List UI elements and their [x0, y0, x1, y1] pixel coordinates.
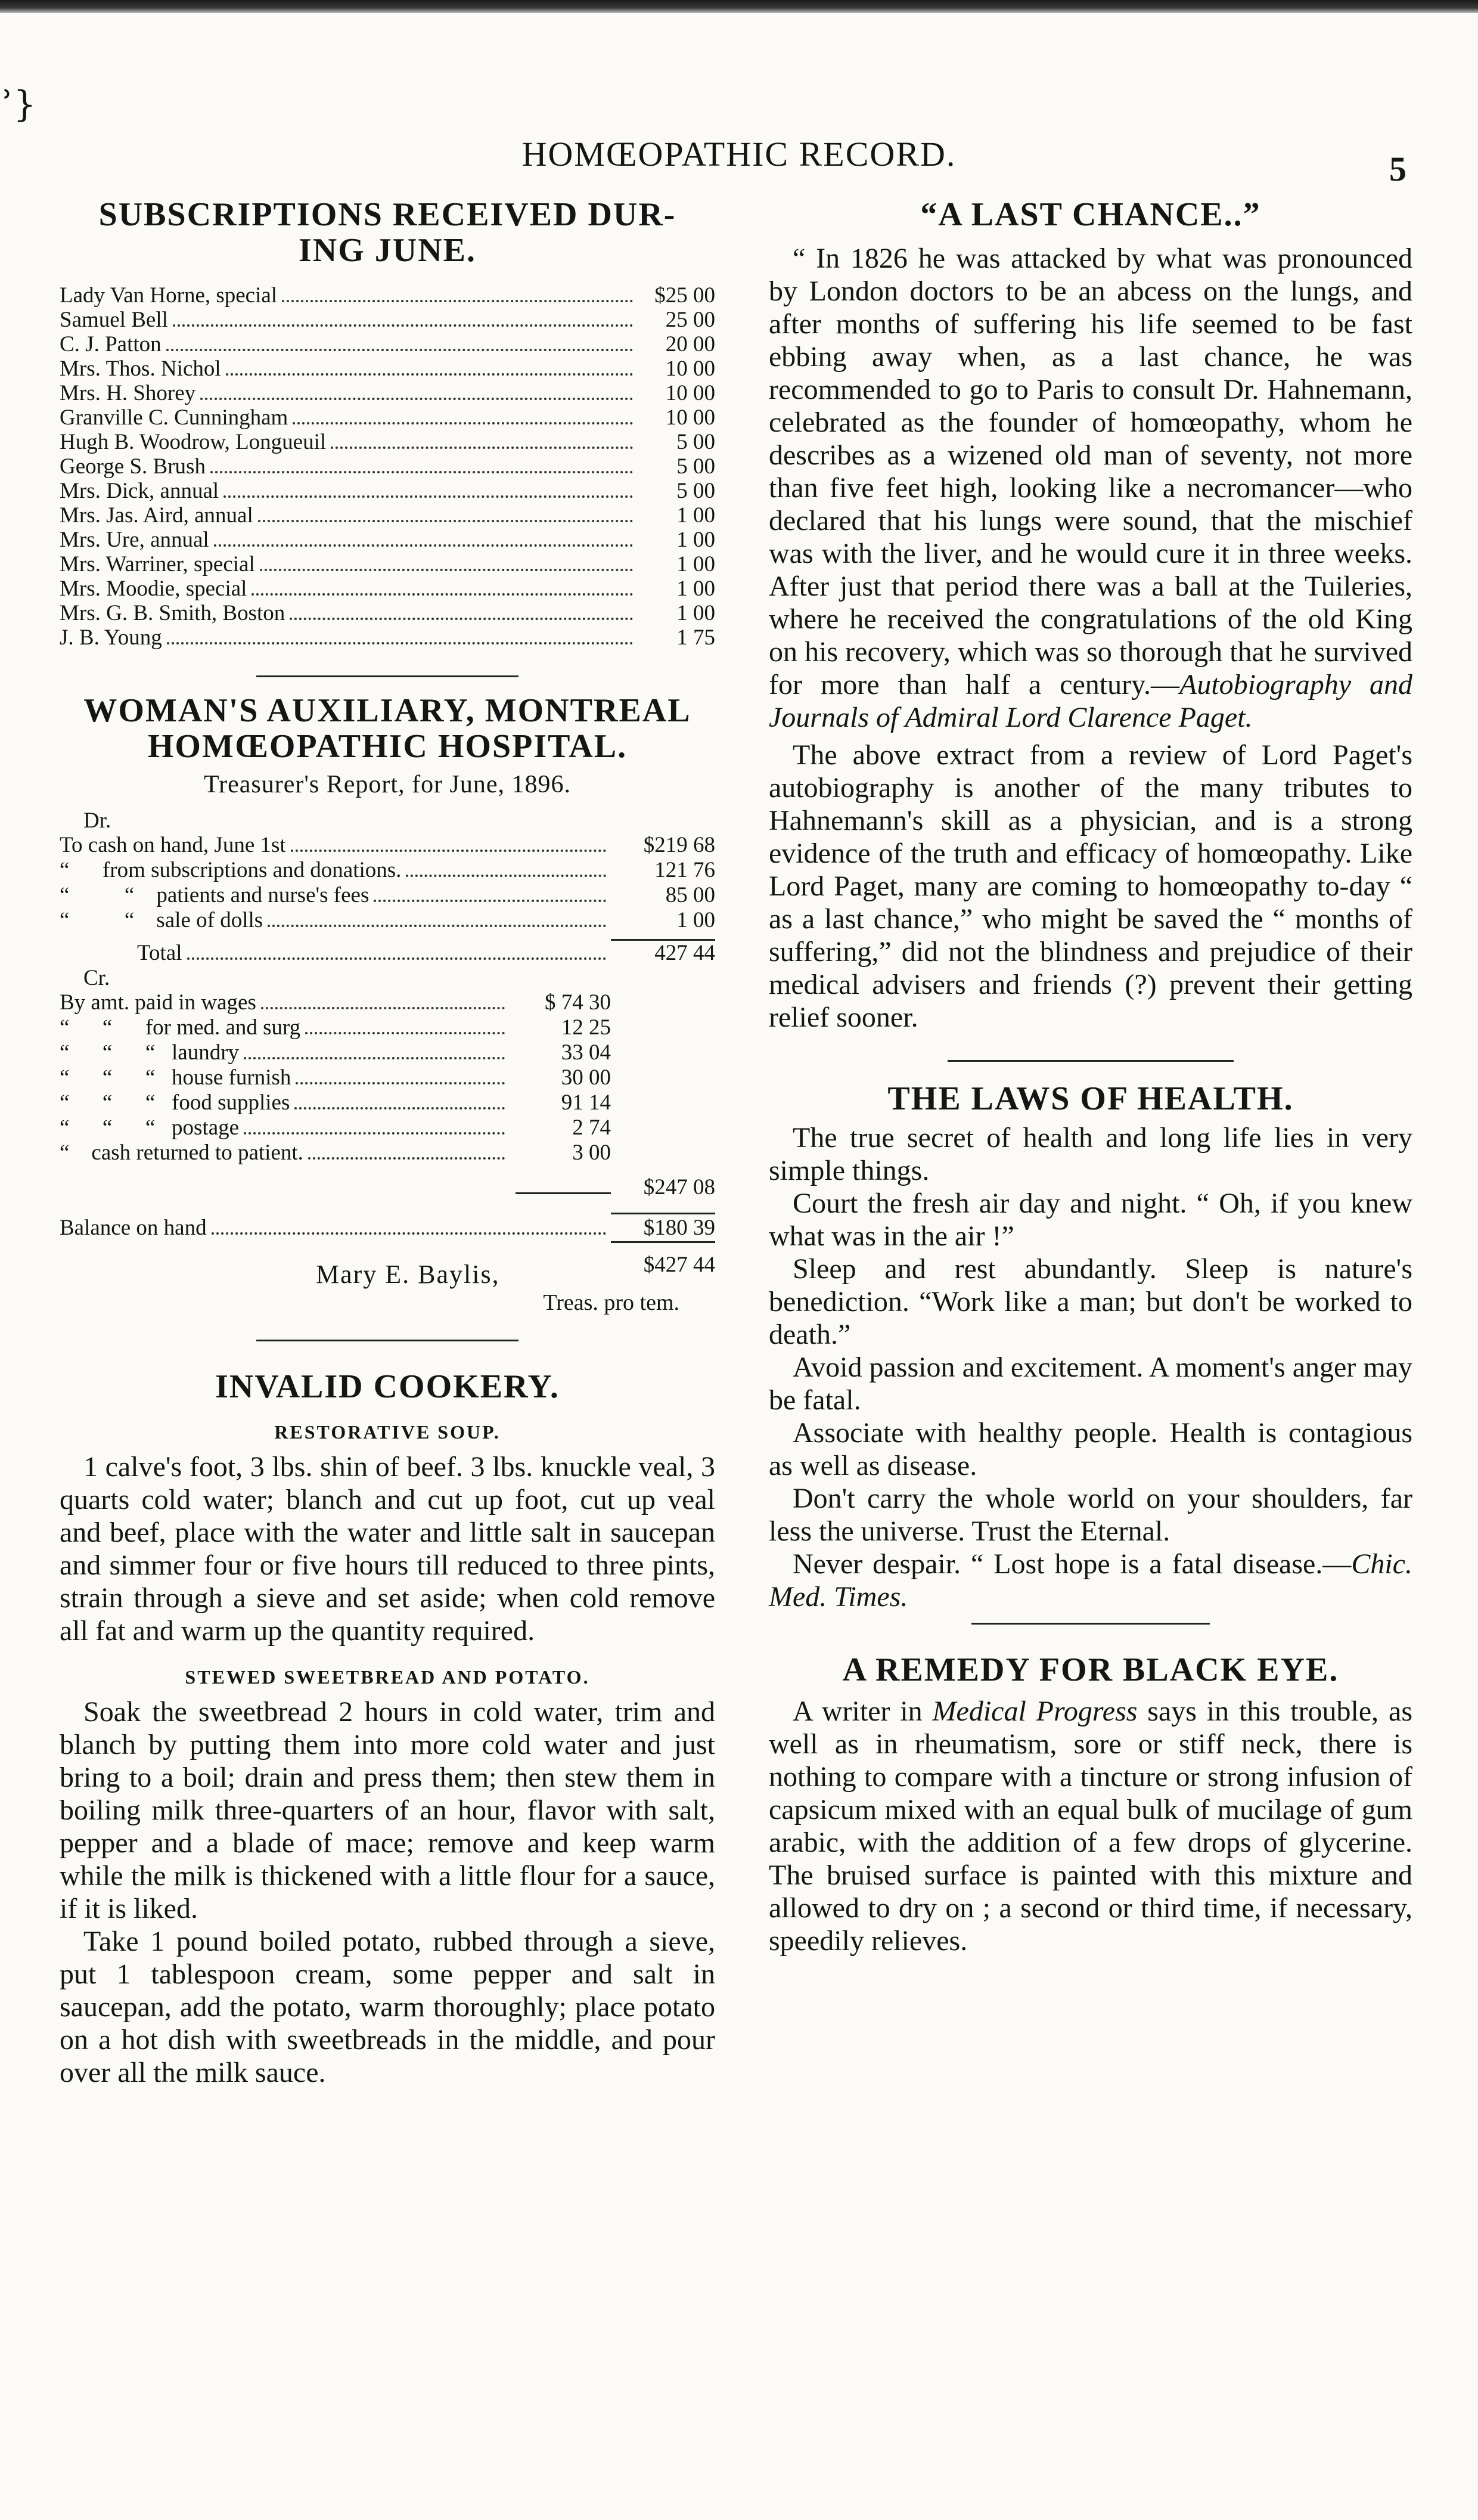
leader-dots — [261, 1007, 505, 1009]
last-chance-paragraph-2: The above extract from a review of Lord Paget's autobiography is another of the many tributes to Hahnemann's skill as a physician, and is a strong evidence of the truth and efficacy of homœopathy. Like Lord Paget, many are coming to homœopathy to-day “ as a last chance,” who might be saved the “ months of suffering,” did not the blindness and prejudice of their medical advisers and friends (?) prevent their getting relief sooner. — [769, 739, 1412, 1033]
subscription-row — [60, 333, 715, 357]
leader-dots — [187, 957, 607, 960]
left-column — [60, 197, 715, 2089]
leader-dots — [223, 495, 633, 498]
credit-label: By amt. paid in wages — [60, 990, 256, 1015]
credit-row — [60, 1040, 715, 1065]
page-number: 5 — [1389, 150, 1406, 188]
laws-paragraph: Court the fresh air day and night. “ Oh, if you knew what was in the air !” — [769, 1188, 1412, 1252]
subscription-row — [60, 504, 715, 528]
debit-amount: 85 00 — [665, 883, 715, 907]
credit-amount: 2 74 — [572, 1115, 611, 1140]
auxiliary-title-line1: WOMAN'S AUXILIARY, MONTREAL — [83, 692, 691, 729]
subscription-amount: 1 00 — [676, 601, 715, 625]
credit-amount: 12 25 — [561, 1015, 611, 1040]
subscriptions-title-line2: ING JUNE. — [298, 232, 477, 269]
leader-dots — [294, 1107, 505, 1109]
subscription-amount: 10 00 — [665, 357, 715, 381]
scan-top-edge — [0, 0, 1478, 13]
credits-total: $247 08 — [643, 1175, 715, 1199]
credit-row — [60, 1090, 715, 1115]
credit-row — [60, 1115, 715, 1140]
debit-label: To cash on hand, June 1st — [60, 833, 286, 857]
cookery-section — [60, 1369, 715, 2089]
laws-paragraph: Don't carry the whole world on your shoulders, far less the universe. Trust the Eternal. — [769, 1483, 1412, 1547]
subscription-row — [60, 284, 715, 308]
laws-of-health-section — [769, 1081, 1412, 1613]
right-column — [769, 197, 1412, 1957]
subscription-row — [60, 406, 715, 430]
journal-name: Medical Progress — [932, 1696, 1138, 1727]
leader-dots — [406, 875, 606, 877]
credit-row — [60, 1015, 715, 1040]
black-eye-section — [769, 1652, 1412, 1957]
subscription-amount: 1 00 — [676, 503, 715, 528]
subscription-amount: $25 00 — [654, 283, 715, 308]
debit-row — [60, 883, 715, 908]
auxiliary-title — [60, 693, 715, 764]
subscriber-name: Mrs. Dick, annual — [60, 479, 219, 503]
subscriber-name: Mrs. Warriner, special — [60, 552, 255, 576]
black-eye-title: A REMEDY FOR BLACK EYE. — [842, 1651, 1339, 1688]
soup-heading: RESTORATIVE SOUP. — [274, 1421, 501, 1443]
laws-paragraph: Never despair. “ Lost hope is a fatal disease.—Chic. Med. Times. — [769, 1548, 1412, 1613]
auxiliary-title-line2: HOMŒOPATHIC HOSPITAL. — [147, 728, 628, 765]
credits-total-row — [60, 1169, 715, 1199]
divider — [256, 1340, 518, 1341]
leader-dots — [251, 593, 633, 596]
credit-row — [60, 990, 715, 1015]
credit-amount: 91 14 — [561, 1090, 611, 1115]
subscription-amount: 5 00 — [676, 454, 715, 479]
subscriber-name: Mrs. H. Shorey — [60, 381, 196, 405]
leader-dots — [296, 1082, 505, 1084]
debit-label: “ “ sale of dolls — [60, 908, 263, 932]
subscriptions-title-line1: SUBSCRIPTIONS RECEIVED DUR- — [98, 196, 676, 233]
subscription-amount: 10 00 — [665, 405, 715, 430]
balance-row — [60, 1213, 715, 1243]
subscription-row — [60, 602, 715, 626]
subscriptions-list — [60, 284, 715, 650]
subscription-row — [60, 626, 715, 650]
balance-label: Balance on hand — [60, 1216, 207, 1240]
total-row — [60, 939, 715, 966]
subscription-amount: 5 00 — [676, 479, 715, 503]
debit-row — [60, 858, 715, 883]
subscription-amount: 5 00 — [676, 430, 715, 454]
divider — [256, 675, 518, 677]
subscription-row — [60, 553, 715, 577]
subscriber-name: Mrs. Moodie, special — [60, 576, 247, 601]
leader-dots — [282, 300, 633, 302]
last-chance-section — [769, 197, 1412, 1034]
leader-dots — [244, 1057, 505, 1059]
leader-dots — [166, 349, 633, 351]
margin-mark: ʾ} — [2, 83, 36, 125]
debit-label: “ “ patients and nurse's fees — [60, 883, 370, 907]
subscriber-name: Mrs. G. B. Smith, Boston — [60, 601, 285, 625]
subscriber-name: Mrs. Ure, annual — [60, 528, 209, 552]
subscription-amount: 1 00 — [676, 552, 715, 576]
leader-dots — [226, 373, 633, 376]
credit-label: “ “ “ postage — [60, 1115, 240, 1140]
last-chance-source: Autobiography and Journals of Admiral Lord Clarence Paget. — [769, 669, 1412, 733]
leader-dots — [305, 1032, 505, 1034]
auxiliary-section — [60, 693, 715, 1316]
total-label: Total — [137, 941, 182, 965]
credit-label: “ “ “ laundry — [60, 1040, 240, 1065]
debit-amount: $219 68 — [643, 833, 715, 857]
credit-label: “ “ for med. and surg — [60, 1015, 301, 1040]
subscriber-name: C. J. Patton — [60, 332, 162, 357]
subscriber-name: Mrs. Jas. Aird, annual — [60, 503, 253, 528]
laws-source: Chic. Med. Times. — [769, 1548, 1412, 1613]
subscriptions-section — [60, 197, 715, 650]
dr-label: Dr. — [83, 808, 111, 833]
total-amount: 427 44 — [611, 939, 715, 965]
subscriber-name: George S. Brush — [60, 454, 206, 479]
credit-label: “ cash returned to patient. — [60, 1140, 303, 1165]
debit-row — [60, 833, 715, 858]
running-title: HOMŒOPATHIC RECORD. — [521, 135, 957, 173]
subscription-amount: 1 75 — [676, 625, 715, 650]
leader-dots — [212, 1232, 606, 1235]
subscription-row — [60, 577, 715, 602]
credit-label: “ “ “ food supplies — [60, 1090, 290, 1115]
black-eye-paragraph: A writer in Medical Progress says in this trouble, as well as in rheumatism, sore or stiff neck, there is nothing to compare with a tincture or strong infusion of capsicum mixed with an equal bulk of mucilage of gum arabic, with the addition of a few drops of glycerine. The bruised surface is painted with this mixture and allowed to dry on ; a second or third time, if necessary, speedily relieves. — [769, 1696, 1413, 1957]
divider — [971, 1623, 1210, 1625]
signature-title: Treas. pro tem. — [543, 1290, 679, 1315]
subscription-row — [60, 479, 715, 504]
leader-dots — [258, 520, 633, 522]
subscription-amount: 20 00 — [665, 332, 715, 357]
credit-list — [60, 990, 715, 1166]
subscription-row — [60, 528, 715, 553]
sweetbread-heading: STEWED SWEETBREAD AND POTATO. — [185, 1666, 590, 1688]
subscription-row — [60, 308, 715, 333]
laws-list — [769, 1121, 1412, 1613]
credit-row — [60, 1140, 715, 1166]
subscriber-name: J. B. Young — [60, 625, 162, 650]
subscription-amount: 10 00 — [665, 381, 715, 405]
credit-amount: 30 00 — [561, 1065, 611, 1090]
laws-paragraph: Avoid passion and excitement. A moment's anger may be fatal. — [769, 1352, 1412, 1416]
subscription-amount: 1 00 — [676, 528, 715, 552]
subscriber-name: Granville C. Cunningham — [60, 405, 288, 430]
sweetbread-recipe: Soak the sweetbread 2 hours in cold water, trim and blanch by putting them into more cold water and just bring to a boil; drain and press them; then stew them in boiling milk three-quarters of an hour, flavor with salt, pepper and a blade of mace; remove and keep warm while the milk is thickened with a little flour for a sauce, if it is liked. — [60, 1696, 715, 1924]
debit-label: “ from subscriptions and donations. — [60, 858, 402, 882]
leader-dots — [374, 900, 606, 902]
last-chance-title: “A LAST CHANCE..” — [920, 196, 1261, 233]
leader-dots — [214, 544, 633, 547]
grand-total: $427 44 — [643, 1253, 715, 1277]
leader-dots — [291, 850, 606, 852]
leader-dots — [308, 1157, 505, 1160]
leader-dots — [290, 618, 633, 620]
potato-recipe: Take 1 pound boiled potato, rubbed through a sieve, put 1 tablespoon cream, some pepper and salt in saucepan, add the potato, warm thoroughly; place potato on a hot dish with sweetbreads in the middle, and pour over all the milk sauce. — [60, 1926, 715, 2088]
subscription-amount: 1 00 — [676, 576, 715, 601]
cr-label: Cr. — [83, 966, 110, 990]
subscriber-name: Samuel Bell — [60, 308, 168, 332]
divider — [948, 1060, 1234, 1062]
treasurer-report-title: Treasurer's Report, for June, 1896. — [203, 771, 572, 798]
credit-label: “ “ “ house furnish — [60, 1065, 291, 1090]
leader-dots — [260, 569, 633, 571]
debit-amount: 1 00 — [676, 908, 715, 932]
treasurer-report — [60, 808, 715, 1277]
laws-paragraph: The true secret of health and long life lies in very simple things. — [769, 1122, 1412, 1186]
leader-dots — [200, 398, 633, 400]
subscription-row — [60, 430, 715, 455]
leader-dots — [331, 447, 633, 449]
leader-dots — [167, 642, 633, 644]
leader-dots — [293, 422, 633, 424]
leader-dots — [244, 1132, 505, 1135]
soup-recipe: 1 calve's foot, 3 lbs. shin of beef. 3 lbs. knuckle veal, 3 quarts cold water; blanch and cut up foot, cut up veal and beef, place with the water and little salt in saucepan and simmer four or five hours till reduced to three pints, strain through a sieve and set aside; when cold remove all fat and warm up the quantity required. — [60, 1451, 715, 1647]
leader-dots — [268, 925, 606, 927]
laws-paragraph: Sleep and rest abundantly. Sleep is nature's benediction. “Work like a man; but don't be worked to death.” — [769, 1253, 1412, 1350]
credit-row — [60, 1065, 715, 1090]
subscription-row — [60, 455, 715, 479]
credit-amount: 33 04 — [561, 1040, 611, 1065]
subscriber-name: Hugh B. Woodrow, Longueuil — [60, 430, 327, 454]
debit-row — [60, 908, 715, 933]
credit-amount: 3 00 — [572, 1140, 611, 1165]
cookery-title: INVALID COOKERY. — [215, 1368, 560, 1405]
laws-title: THE LAWS OF HEALTH. — [887, 1080, 1294, 1117]
debit-amount: 121 76 — [654, 858, 715, 882]
subscriber-name: Lady Van Horne, special — [60, 283, 278, 308]
subscriptions-title — [60, 197, 715, 268]
credit-amount: $ 74 30 — [545, 990, 611, 1015]
debit-list — [60, 833, 715, 933]
laws-paragraph: Associate with healthy people. Health is contagious as well as disease. — [769, 1417, 1412, 1481]
subscription-row — [60, 382, 715, 406]
subscription-row — [60, 357, 715, 382]
last-chance-paragraph-1: “ In 1826 he was attacked by what was pronounced by London doctors to be an abcess on the lungs, and after months of suffering his life seemed to be fast ebbing away when, as a last chance, he was recommended to go to Paris to consult Dr. Hahnemann, celebrated as the founder of homœopathy, whom he describes as a wizened old man of seventy, not more than five feet high, looking like a necromancer—who declared that his lungs were sound, that the mischief was with the liver, and he would cure it in three weeks. After just that period there was a ball at the Tuileries, where he received the congratulations of the old King on his recovery, which was so thorough that he survived for more than half a century.—Autobiography and Journals of Admiral Lord Clarence Paget. — [769, 243, 1412, 733]
subscription-amount: 25 00 — [665, 308, 715, 332]
subscriber-name: Mrs. Thos. Nichol — [60, 357, 221, 381]
signature: Mary E. Baylis, — [316, 1260, 500, 1289]
balance-amount: $180 39 — [611, 1213, 715, 1243]
leader-dots — [210, 471, 633, 473]
leader-dots — [173, 324, 633, 327]
